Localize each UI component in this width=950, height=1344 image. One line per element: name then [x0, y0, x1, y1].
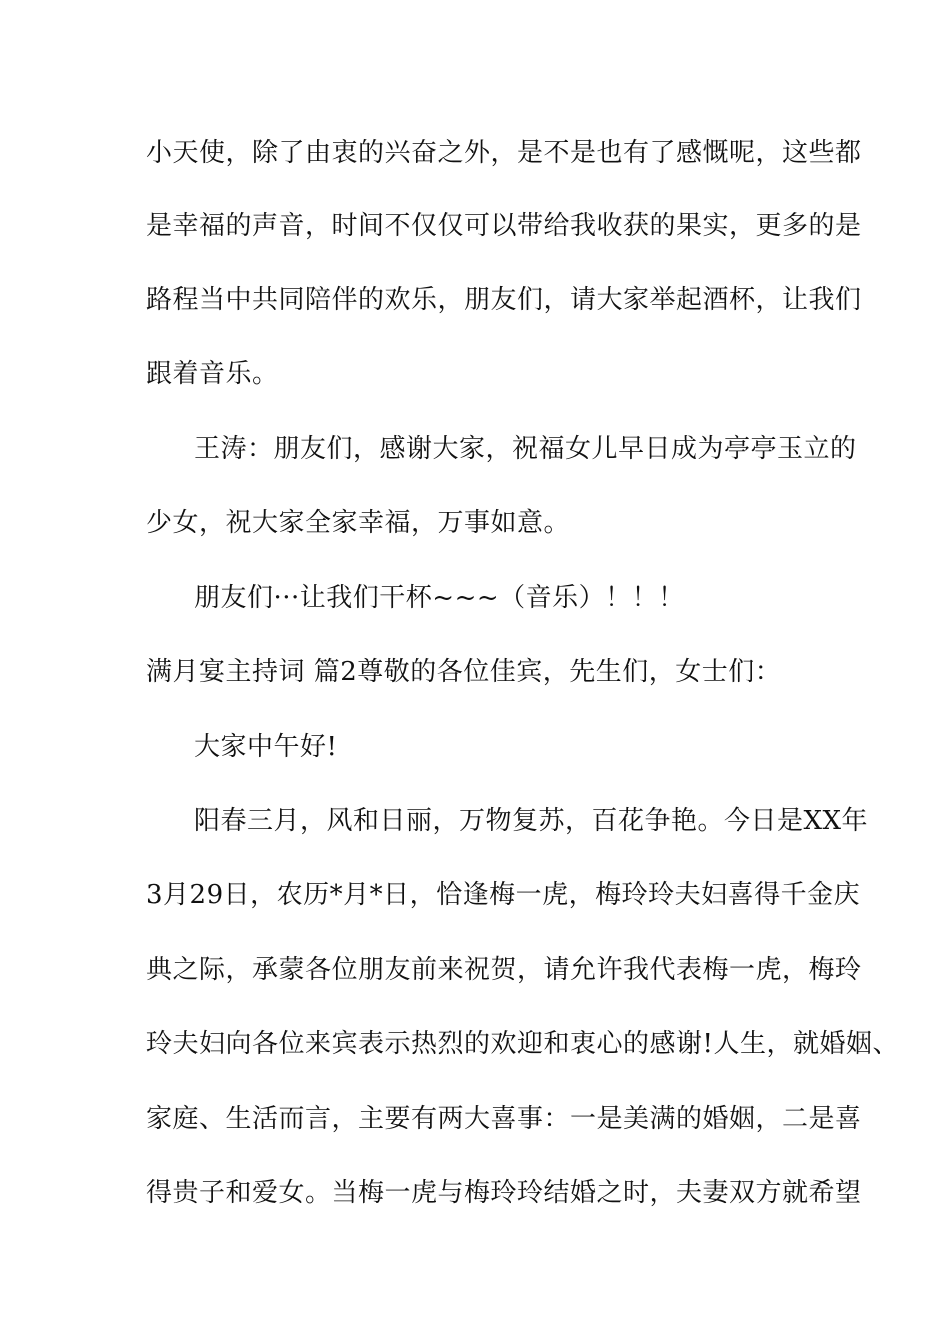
paragraph-line: 玲夫妇向各位来宾表示热烈的欢迎和衷心的感谢!人生，就婚姻、 [146, 1029, 899, 1059]
paragraph-line: 得贵子和爱女。当梅一虎与梅玲玲结婚之时，夫妻双方就希望 [146, 1178, 862, 1208]
paragraph-line: 家庭、生活而言，主要有两大喜事：一是美满的婚姻，二是喜 [146, 1104, 862, 1134]
paragraph-line: 跟着音乐。 [146, 359, 279, 389]
paragraph-line: 典之际，承蒙各位朋友前来祝贺，请允许我代表梅一虎，梅玲 [146, 955, 862, 985]
paragraph-line: 阳春三月，风和日丽，万物复苏，百花争艳。今日是XX年 [194, 806, 869, 836]
greeting-line: 大家中午好! [194, 732, 338, 762]
paragraph-line: 王涛：朋友们，感谢大家，祝福女儿早日成为亭亭玉立的 [194, 434, 857, 464]
paragraph-line: 小天使，除了由衷的兴奋之外，是不是也有了感慨呢，这些都 [146, 138, 862, 168]
paragraph-line: 朋友们···让我们干杯~~~（音乐）！！！ [194, 583, 685, 613]
paragraph-line: 是幸福的声音，时间不仅仅可以带给我收获的果实，更多的是 [146, 211, 862, 241]
paragraph-line: 3月29日，农历*月*日，恰逢梅一虎，梅玲玲夫妇喜得千金庆 [146, 880, 861, 910]
paragraph-line: 少女，祝大家全家幸福，万事如意。 [146, 508, 571, 538]
section-heading-line: 满月宴主持词 篇2尊敬的各位佳宾，先生们，女士们： [146, 657, 782, 687]
paragraph-line: 路程当中共同陪伴的欢乐，朋友们，请大家举起酒杯，让我们 [146, 285, 862, 315]
